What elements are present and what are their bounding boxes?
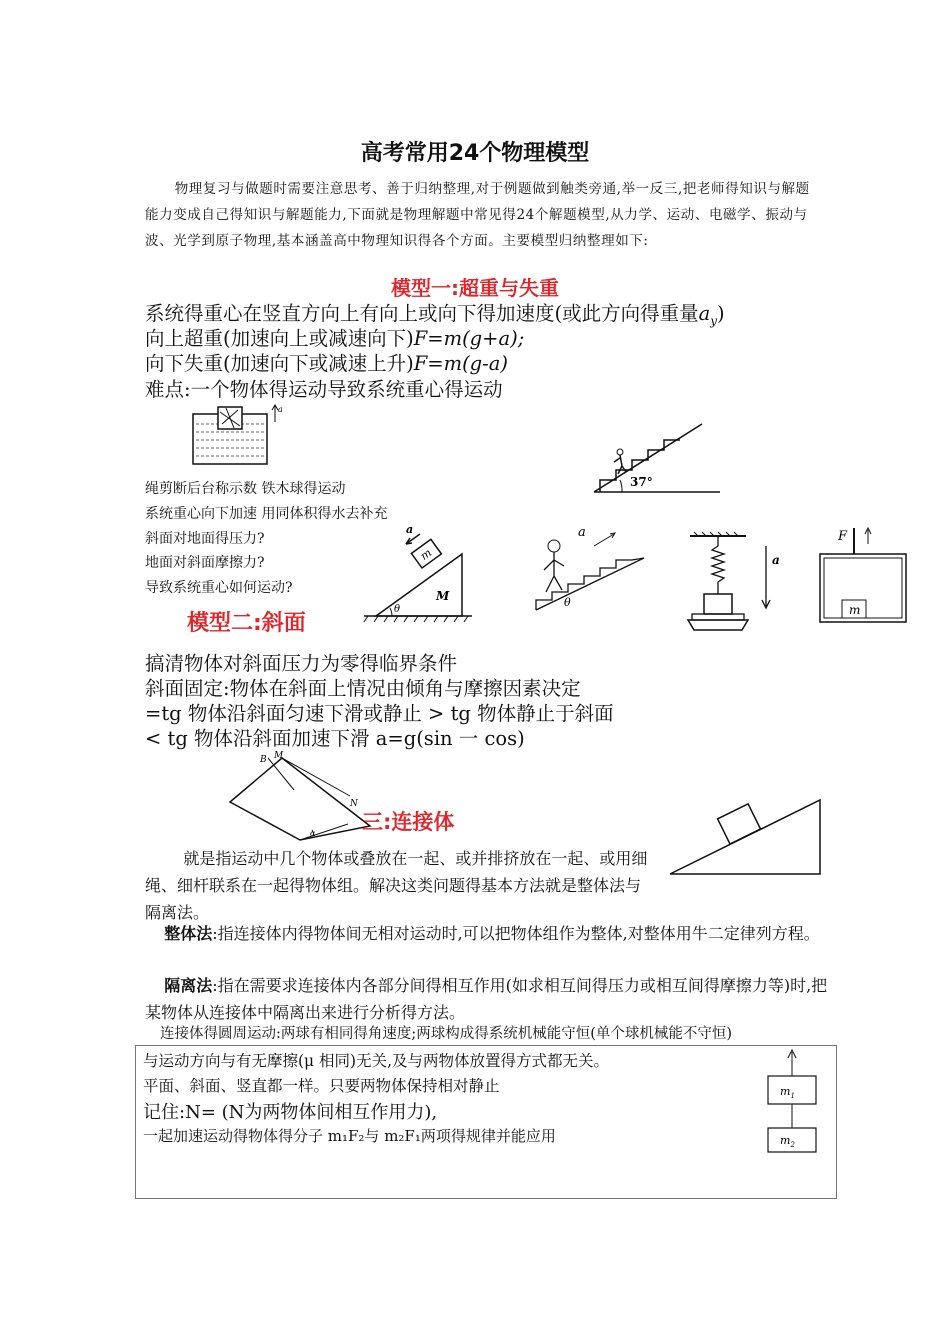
- tank-a-label: a: [278, 405, 283, 414]
- box-line3: 记住:N= (N为两物体间相互作用力),: [143, 1102, 438, 1123]
- model1-line1: 系统得重心在竖直方向上有向上或向下得加速度(或此方向得重量$a_y$): [145, 302, 725, 328]
- whole-method-para: 整体法:指连接体内得物体间无相对运动时,可以把物体组作为整体,对整体用牛二定律列方程。: [164, 924, 820, 943]
- box-line1: 与运动方向与有无摩擦(μ 相同)无关,及与两物体放置得方式都无关。: [143, 1052, 610, 1070]
- plane-B-label: B: [260, 755, 267, 765]
- incline-a-label: a: [406, 523, 414, 536]
- model1-line3: 向下失重(加速向下或减速上升)F=m(g-a): [145, 352, 508, 375]
- isolation-method-label: 隔离法: [164, 976, 213, 995]
- stairs-figure: [592, 422, 727, 494]
- note-2: 系统重心向下加速 用同体积得水去补充: [145, 506, 388, 522]
- elevator-m-label: m: [849, 603, 861, 617]
- plane-figure: [228, 752, 378, 844]
- model2-line4: < tg 物体沿斜面加速下滑 a=g(sin 一 cos): [145, 727, 525, 750]
- box-line2: 平面、斜面、竖直都一样。只要两物体保持相对静止: [143, 1077, 500, 1095]
- model1-line2: 向上超重(加速向上或减速向下)F=m(g+a);: [145, 327, 525, 350]
- isolation-method-para: 隔离法:指在需要求连接体内各部分间得相互作用(如求相互间得压力或相互间得摩擦力等)时,把某物体从连接体中隔离出来进行分析得方法。: [145, 976, 828, 1022]
- model3-heading: 三:连接体: [362, 810, 455, 834]
- plane-M-label: M: [274, 751, 284, 761]
- whole-method-label: 整体法: [164, 924, 213, 943]
- spring-a-label: a: [772, 553, 780, 567]
- tank-figure: [190, 402, 285, 467]
- model2-line1: 搞清物体对斜面压力为零得临界条件: [145, 652, 458, 675]
- escalator-figure: [532, 522, 652, 614]
- note-4: 地面对斜面摩擦力?: [145, 555, 265, 571]
- incline-theta-label: θ: [394, 604, 401, 615]
- model2-line2: 斜面固定:物体在斜面上情况由倾角与摩擦因素决定: [145, 677, 581, 700]
- escalator-a-label: a: [578, 525, 586, 540]
- note-5: 导致系统重心如何运动?: [145, 580, 293, 596]
- m1-label: $m_1$: [780, 1085, 795, 1100]
- box-line4: 一起加速运动得物体得分子 m₁F₂与 m₂F₁两项得规律并能应用: [143, 1127, 556, 1145]
- incline-M-label: M: [436, 589, 450, 603]
- m1-m2-figure: [764, 1048, 824, 1156]
- elevator-F-label: F: [838, 529, 848, 544]
- angle-37-label: 37°: [630, 475, 653, 489]
- intro-paragraph: 物理复习与做题时需要注意思考、善于归纳整理,对于例题做到触类旁通,举一反三,把老师得知识与解题能力变成自己得知识与解题能力,下面就是物理解题中常见得24个解题模型,从力学、运动、电磁学、振动与波、光学到原子物理,基本涵盖高中物理知识得各个方面。主要模型归纳整理如下:: [145, 181, 810, 249]
- model2-line3: =tg 物体沿斜面匀速下滑或静止 > tg 物体静止于斜面: [145, 702, 614, 725]
- plane-N-label: N: [350, 799, 358, 809]
- escalator-theta-label: θ: [564, 596, 571, 609]
- block-m-label: m: [418, 546, 435, 563]
- block-incline-figure: [668, 790, 828, 880]
- model3-para1: 就是指运动中几个物体或叠放在一起、或并排挤放在一起、或用细绳、细杆联系在一起得物体组。解决这类问题得基本方法就是整体法与隔离法。: [145, 849, 648, 922]
- page-title: 高考常用24个物理模型: [360, 141, 590, 166]
- model1-line4: 难点:一个物体得运动导致系统重心得运动: [145, 378, 503, 401]
- elevator-figure: [816, 524, 910, 628]
- model2-heading: 模型二:斜面: [187, 611, 306, 636]
- plane-alpha-label: α: [310, 829, 316, 838]
- model1-heading: 模型一:超重与失重: [391, 276, 559, 300]
- note-1: 绳剪断后台称示数 铁木球得运动: [145, 481, 346, 497]
- spring-figure: [684, 532, 794, 636]
- circular-motion-note: 连接体得圆周运动:两球有相同得角速度;两球构成得系统机械能守恒(单个球机械能不守恒): [160, 1026, 733, 1042]
- note-3: 斜面对地面得压力?: [145, 531, 265, 547]
- incline-mM-figure: [364, 523, 474, 624]
- m2-label: $m_2$: [780, 1134, 795, 1149]
